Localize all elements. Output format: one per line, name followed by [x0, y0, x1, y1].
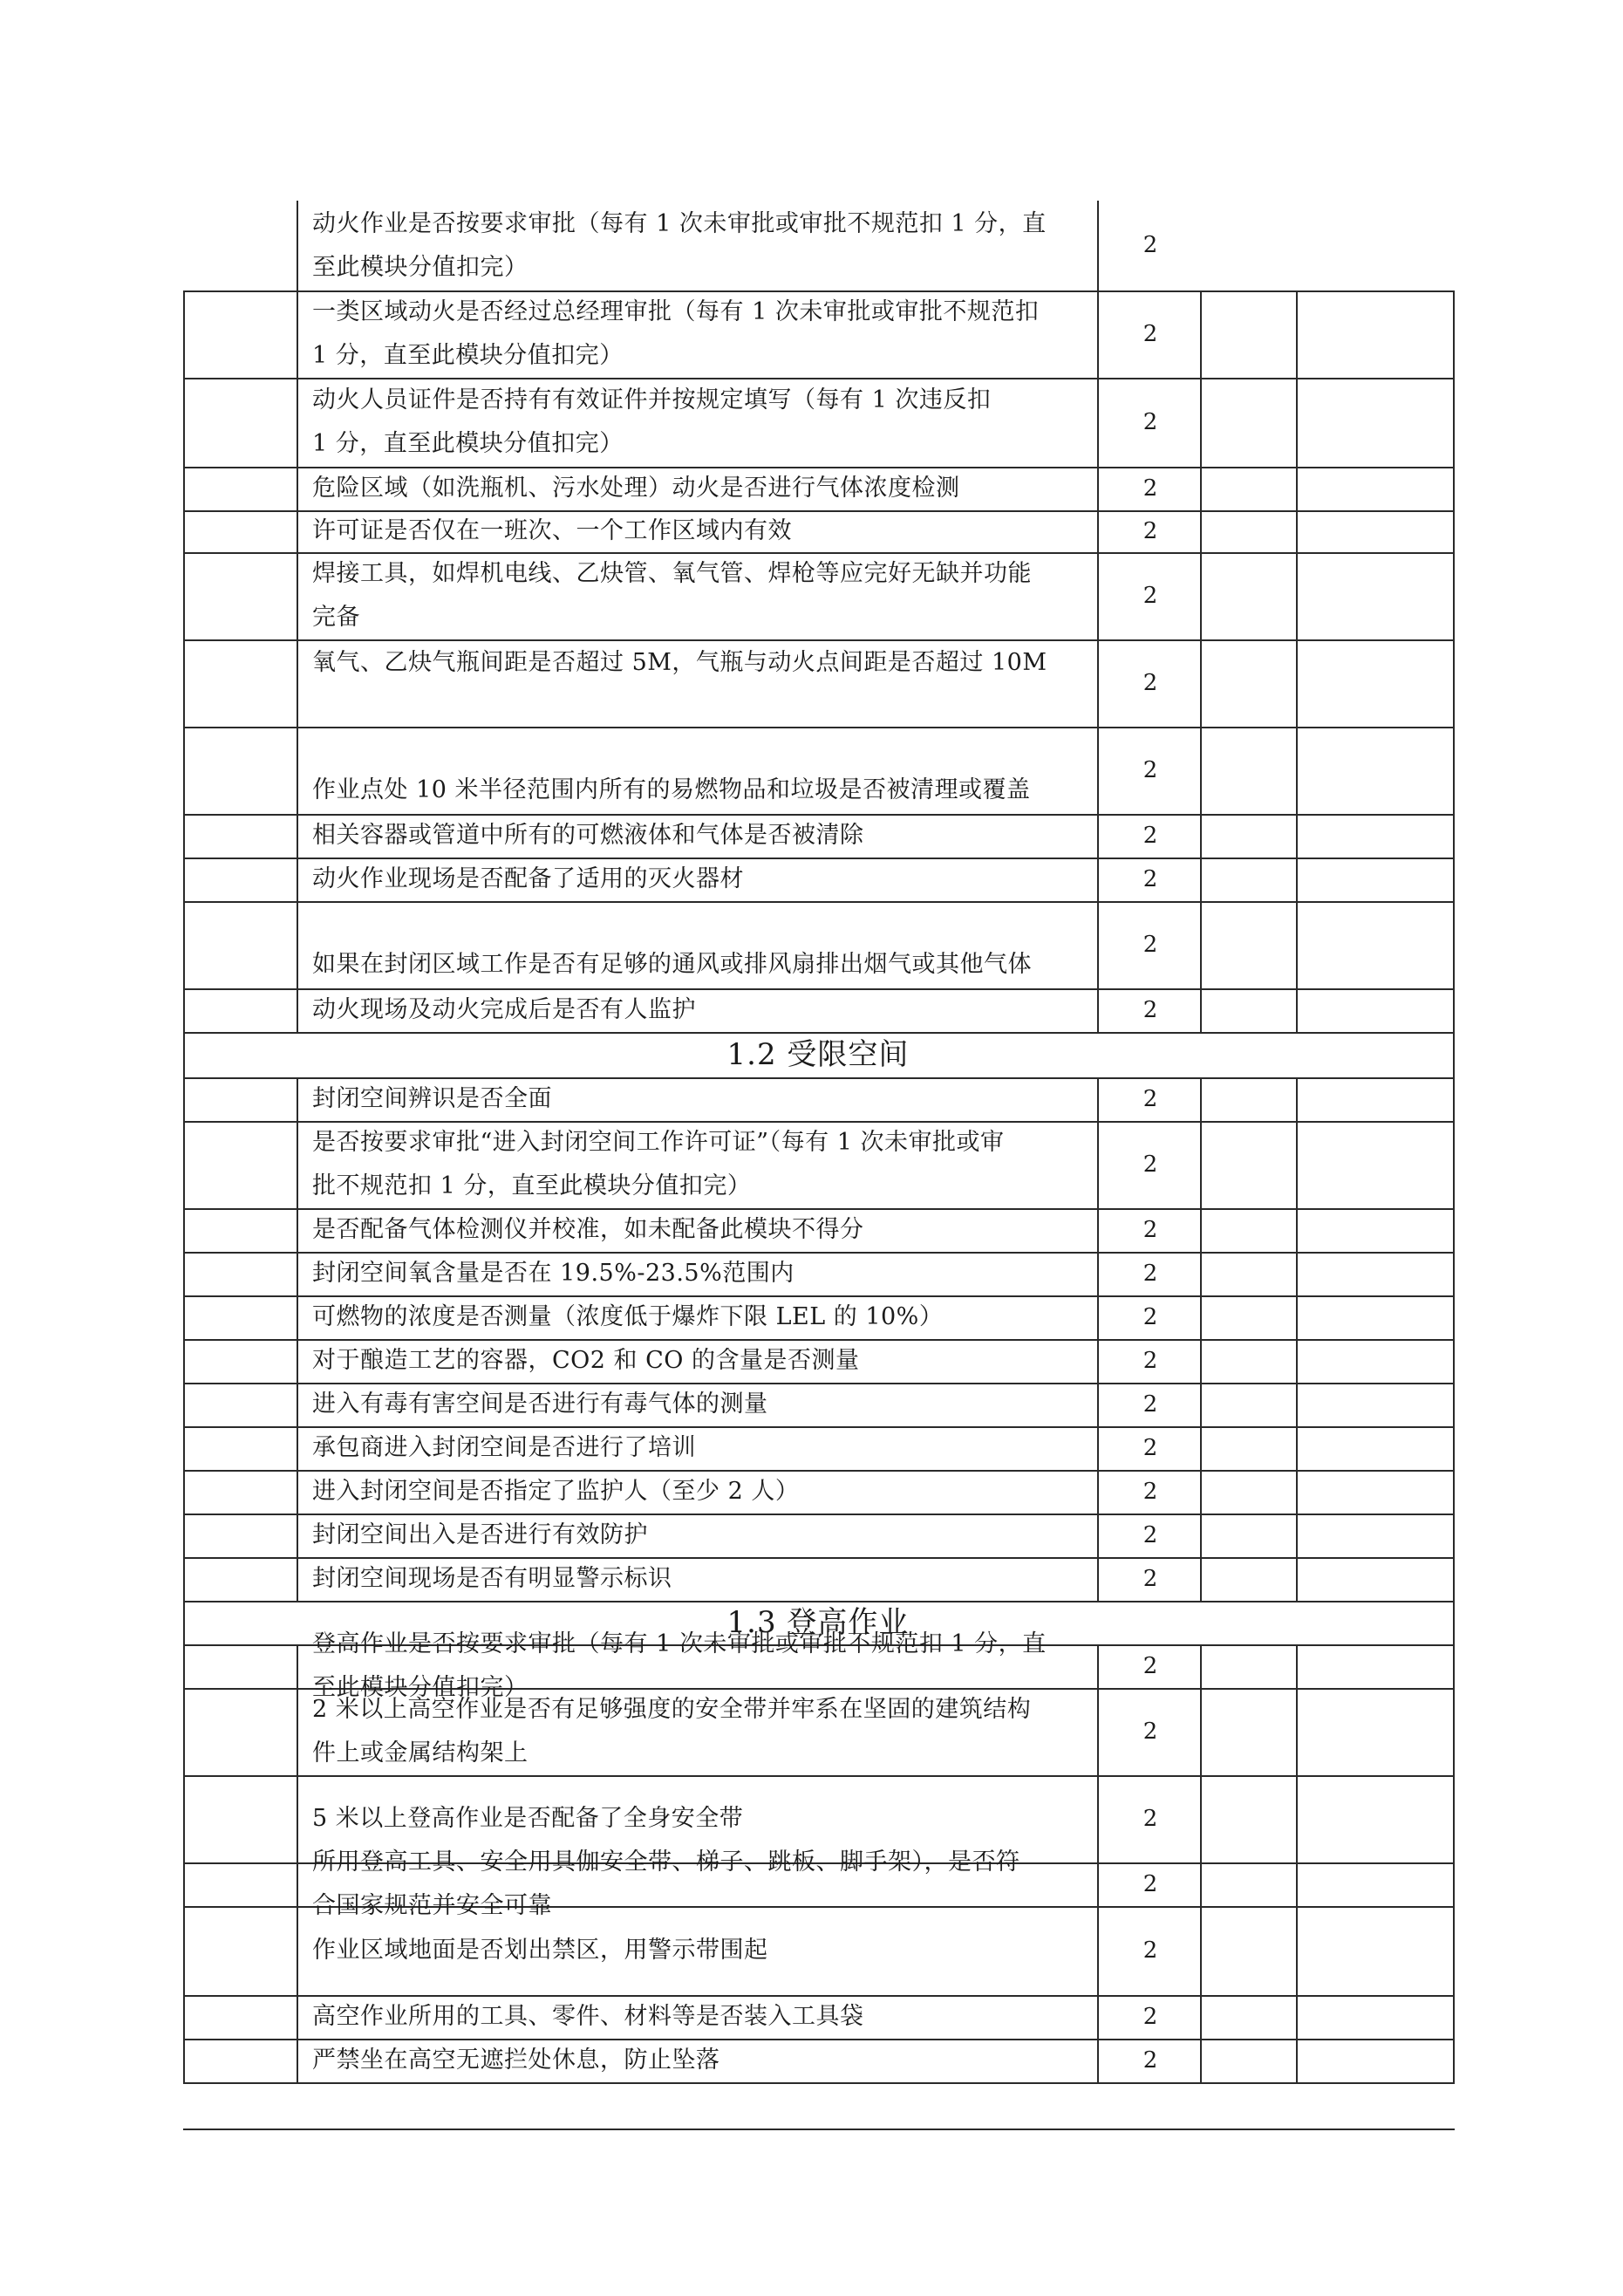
score-value: 2 [1142, 1151, 1158, 1178]
column-divider [297, 1121, 298, 1210]
column-divider [297, 378, 298, 468]
column-divider [1296, 1383, 1298, 1428]
row-divider [183, 1775, 1455, 1777]
check-item-text: 5 米以上登高作业是否配备了全身安全带 [312, 1805, 744, 1832]
column-divider [1097, 1426, 1099, 1472]
score-value: 2 [1142, 1937, 1158, 1964]
check-item-text: 至此模块分值扣完） [312, 253, 528, 281]
column-divider [1200, 1208, 1202, 1254]
score-value: 2 [1142, 932, 1158, 958]
check-item-text: 合国家规范并安全可靠 [312, 1892, 552, 1919]
column-divider [1296, 552, 1298, 641]
column-divider [1097, 1906, 1099, 1997]
score-value: 2 [1142, 1261, 1158, 1287]
column-divider [1453, 1514, 1455, 1559]
column-divider [1453, 1383, 1455, 1428]
column-divider [297, 467, 298, 512]
column-divider [183, 1339, 185, 1384]
check-item-text: 承包商进入封闭空间是否进行了培训 [312, 1434, 696, 1461]
check-item-text: 至此模块分值扣完） [312, 1674, 528, 1701]
column-divider [1097, 2039, 1099, 2084]
column-divider [1097, 1514, 1099, 1559]
check-item-text: 登高作业是否按要求审批（每有 1 次未审批或审批不规范扣 1 分，直 [312, 1630, 1047, 1657]
column-divider [1453, 378, 1455, 468]
column-divider [1200, 1295, 1202, 1341]
column-divider [1200, 1121, 1202, 1210]
check-item-text: 封闭空间氧含量是否在 19.5%-23.5%范围内 [312, 1260, 794, 1287]
column-divider [1097, 1295, 1099, 1341]
column-divider [1296, 1339, 1298, 1384]
column-divider [183, 901, 185, 990]
column-divider [1097, 1688, 1099, 1777]
column-divider [183, 727, 185, 816]
check-item-text: 许可证是否仅在一班次、一个工作区域内有效 [312, 517, 792, 544]
column-divider [1200, 510, 1202, 554]
check-item-text: 一类区域动火是否经过总经理审批（每有 1 次未审批或审批不规范扣 [312, 298, 1040, 325]
score-value: 2 [1142, 1719, 1158, 1745]
column-divider [183, 510, 185, 554]
score-value: 2 [1142, 997, 1158, 1023]
column-divider [1296, 1862, 1298, 1908]
column-divider [1453, 1252, 1455, 1297]
column-divider [1296, 901, 1298, 990]
check-item-text: 对于酿造工艺的容器，CO2 和 CO 的含量是否测量 [312, 1347, 860, 1374]
score-value: 2 [1142, 1806, 1158, 1832]
score-value: 2 [1142, 583, 1158, 609]
column-divider [1296, 814, 1298, 859]
column-divider [297, 1644, 298, 1690]
column-divider [1453, 290, 1455, 379]
column-divider [1453, 1688, 1455, 1777]
check-item-text: 2 米以上高空作业是否有足够强度的安全带并牢系在坚固的建筑结构 [312, 1696, 1032, 1723]
column-divider [1296, 1077, 1298, 1123]
column-divider [1200, 467, 1202, 512]
column-divider [1453, 858, 1455, 903]
column-divider [297, 1295, 298, 1341]
column-divider [1296, 1470, 1298, 1515]
column-divider [1453, 901, 1455, 990]
check-item-text: 件上或金属结构架上 [312, 1739, 528, 1766]
column-divider [1097, 552, 1099, 641]
column-divider [1200, 901, 1202, 990]
column-divider [1097, 1121, 1099, 1210]
column-divider [1097, 988, 1099, 1034]
column-divider [297, 1775, 298, 1864]
column-divider [1097, 1339, 1099, 1384]
column-divider [1200, 1688, 1202, 1777]
column-divider [1296, 2039, 1298, 2084]
check-item-text: 如果在封闭区域工作是否有足够的通风或排风扇排出烟气或其他气体 [312, 951, 1032, 978]
column-divider [1296, 727, 1298, 816]
column-divider [1097, 1383, 1099, 1428]
score-value: 2 [1142, 757, 1158, 783]
score-value: 2 [1142, 2004, 1158, 2030]
column-divider [1296, 290, 1298, 379]
column-divider [183, 1775, 185, 1864]
column-divider [1296, 1295, 1298, 1341]
column-divider [1200, 1426, 1202, 1472]
column-divider [1453, 2039, 1455, 2084]
check-item-text: 作业区域地面是否划出禁区，用警示带围起 [312, 1937, 768, 1964]
column-divider [183, 1995, 185, 2040]
column-divider [297, 2039, 298, 2084]
column-divider [183, 1557, 185, 1602]
column-divider [297, 1557, 298, 1602]
column-divider [183, 1208, 185, 1254]
column-divider [1453, 467, 1455, 512]
column-divider [1296, 858, 1298, 903]
column-divider [1097, 1077, 1099, 1123]
column-divider [1097, 901, 1099, 990]
column-divider [183, 1383, 185, 1428]
column-divider [1097, 1775, 1099, 1864]
score-value: 2 [1142, 2047, 1158, 2074]
column-divider [183, 988, 185, 1034]
check-item-text: 作业点处 10 米半径范围内所有的易燃物品和垃圾是否被清理或覆盖 [312, 776, 1031, 803]
score-value: 2 [1142, 1871, 1158, 1897]
check-item-text: 是否配备气体检测仪并校准，如未配备此模块不得分 [312, 1216, 864, 1243]
column-divider [1200, 1514, 1202, 1559]
column-divider [1097, 858, 1099, 903]
column-divider [1453, 814, 1455, 859]
column-divider [1453, 1775, 1455, 1864]
column-divider [1200, 1470, 1202, 1515]
column-divider [1453, 1077, 1455, 1123]
column-divider [1200, 1906, 1202, 1997]
column-divider [297, 858, 298, 903]
column-divider [1097, 1557, 1099, 1602]
row-divider [183, 2129, 1455, 2130]
column-divider [1296, 378, 1298, 468]
column-divider [1097, 1995, 1099, 2040]
column-divider [1200, 727, 1202, 816]
column-divider [1296, 1252, 1298, 1297]
column-divider [297, 639, 298, 728]
score-value: 2 [1142, 475, 1158, 502]
column-divider [183, 290, 185, 379]
check-item-text: 进入封闭空间是否指定了监护人（至少 2 人） [312, 1478, 800, 1505]
row-divider [183, 727, 1455, 728]
check-item-text: 焊接工具，如焊机电线、乙炔管、氧气管、焊枪等应完好无缺并功能 [312, 560, 1032, 587]
column-divider [1453, 1032, 1455, 1079]
check-item-text: 氧气、乙炔气瓶间距是否超过 5M，气瓶与动火点间距是否超过 10M [312, 649, 1047, 676]
score-value: 2 [1142, 518, 1158, 544]
column-divider [297, 201, 298, 292]
column-divider [183, 1470, 185, 1515]
column-divider [1200, 1383, 1202, 1428]
check-item-text: 进入有毒有害空间是否进行有毒气体的测量 [312, 1391, 768, 1418]
column-divider [183, 1121, 185, 1210]
check-item-text: 危险区域（如洗瓶机、污水处理）动火是否进行气体浓度检测 [312, 475, 960, 502]
column-divider [1296, 1208, 1298, 1254]
column-divider [297, 1077, 298, 1123]
score-value: 2 [1142, 1348, 1158, 1374]
column-divider [183, 1295, 185, 1341]
column-divider [1200, 858, 1202, 903]
column-divider [183, 1514, 185, 1559]
column-divider [183, 1644, 185, 1690]
column-divider [297, 1383, 298, 1428]
column-divider [183, 467, 185, 512]
column-divider [1200, 1252, 1202, 1297]
column-divider [1097, 467, 1099, 512]
check-item-text: 封闭空间现场是否有明显警示标识 [312, 1565, 672, 1592]
check-item-text: 动火现场及动火完成后是否有人监护 [312, 996, 696, 1023]
column-divider [1296, 1906, 1298, 1997]
check-item-text: 1 分，直至此模块分值扣完） [312, 342, 624, 369]
column-divider [1453, 1295, 1455, 1341]
check-item-text: 完备 [312, 604, 360, 631]
column-divider [1200, 290, 1202, 379]
column-divider [1200, 1557, 1202, 1602]
column-divider [1097, 1470, 1099, 1515]
check-item-text: 动火人员证件是否持有有效证件并按规定填写（每有 1 次违反扣 [312, 386, 992, 413]
column-divider [297, 1995, 298, 2040]
column-divider [1200, 1077, 1202, 1123]
check-item-text: 严禁坐在高空无遮拦处休息，防止坠落 [312, 2047, 720, 2074]
check-item-text: 高空作业所用的工具、零件、材料等是否装入工具袋 [312, 2003, 864, 2030]
column-divider [183, 1688, 185, 1777]
column-divider [1296, 1688, 1298, 1777]
column-divider [1200, 552, 1202, 641]
column-divider [1097, 510, 1099, 554]
column-divider [1453, 1339, 1455, 1384]
score-value: 2 [1142, 1566, 1158, 1592]
check-item-text: 动火作业现场是否配备了适用的灭火器材 [312, 865, 744, 892]
score-value: 2 [1142, 866, 1158, 892]
score-value: 2 [1142, 1435, 1158, 1461]
column-divider [1453, 1557, 1455, 1602]
column-divider [1453, 1862, 1455, 1908]
check-item-text: 动火作业是否按要求审批（每有 1 次未审批或审批不规范扣 1 分，直 [312, 209, 1047, 237]
column-divider [1453, 510, 1455, 554]
column-divider [1453, 1995, 1455, 2040]
column-divider [1200, 1775, 1202, 1864]
column-divider [183, 378, 185, 468]
column-divider [297, 1426, 298, 1472]
column-divider [1200, 814, 1202, 859]
score-value: 2 [1142, 823, 1158, 849]
column-divider [1097, 639, 1099, 728]
column-divider [183, 858, 185, 903]
score-value: 2 [1142, 1479, 1158, 1505]
column-divider [297, 814, 298, 859]
score-value: 2 [1142, 1653, 1158, 1679]
column-divider [1453, 1426, 1455, 1472]
column-divider [1200, 2039, 1202, 2084]
score-value: 2 [1142, 409, 1158, 435]
column-divider [183, 1906, 185, 1997]
column-divider [297, 290, 298, 379]
column-divider [1296, 639, 1298, 728]
column-divider [297, 727, 298, 816]
column-divider [1296, 1995, 1298, 2040]
column-divider [297, 510, 298, 554]
column-divider [1453, 1121, 1455, 1210]
column-divider [1200, 1339, 1202, 1384]
column-divider [297, 988, 298, 1034]
row-divider [183, 901, 1455, 903]
column-divider [1453, 639, 1455, 728]
score-value: 2 [1142, 1304, 1158, 1330]
check-item-text: 可燃物的浓度是否测量（浓度低于爆炸下限 LEL 的 10%） [312, 1303, 944, 1330]
row-divider [183, 2082, 1455, 2084]
column-divider [297, 1906, 298, 1997]
column-divider [1097, 1862, 1099, 1908]
column-divider [1296, 1644, 1298, 1690]
column-divider [1200, 988, 1202, 1034]
column-divider [183, 639, 185, 728]
column-divider [183, 1077, 185, 1123]
column-divider [183, 2039, 185, 2084]
column-divider [183, 552, 185, 641]
column-divider [297, 552, 298, 641]
column-divider [1097, 1208, 1099, 1254]
score-value: 2 [1142, 1086, 1158, 1112]
check-item-text: 封闭空间辨识是否全面 [312, 1085, 552, 1112]
column-divider [1200, 639, 1202, 728]
check-item-text: 相关容器或管道中所有的可燃液体和气体是否被清除 [312, 822, 864, 849]
column-divider [1453, 1906, 1455, 1997]
column-divider [1453, 988, 1455, 1034]
column-divider [297, 1688, 298, 1777]
column-divider [183, 1252, 185, 1297]
column-divider [1097, 1252, 1099, 1297]
column-divider [1296, 1121, 1298, 1210]
column-divider [1200, 1862, 1202, 1908]
score-value: 2 [1142, 1391, 1158, 1418]
check-item-text: 是否按要求审批“进入封闭空间工作许可证”（每有 1 次未审批或审 [312, 1129, 1005, 1156]
column-divider [1453, 1601, 1455, 1646]
column-divider [297, 1514, 298, 1559]
score-value: 2 [1142, 321, 1158, 347]
column-divider [1296, 988, 1298, 1034]
column-divider [1453, 552, 1455, 641]
column-divider [297, 1252, 298, 1297]
column-divider [1200, 1995, 1202, 2040]
column-divider [1097, 290, 1099, 379]
column-divider [297, 1208, 298, 1254]
check-item-text: 1 分，直至此模块分值扣完） [312, 430, 624, 457]
column-divider [1097, 378, 1099, 468]
column-divider [1296, 1775, 1298, 1864]
column-divider [1296, 467, 1298, 512]
column-divider [1453, 1208, 1455, 1254]
column-divider [1097, 727, 1099, 816]
section-heading: 1.2 受限空间 [726, 1037, 910, 1072]
column-divider [1097, 201, 1099, 292]
column-divider [1097, 814, 1099, 859]
column-divider [1453, 1470, 1455, 1515]
column-divider [1296, 1557, 1298, 1602]
column-divider [1296, 510, 1298, 554]
column-divider [1200, 1644, 1202, 1690]
column-divider [1453, 727, 1455, 816]
column-divider [297, 1470, 298, 1515]
score-value: 2 [1142, 670, 1158, 696]
score-value: 2 [1142, 232, 1158, 258]
column-divider [1453, 1644, 1455, 1690]
check-item-text: 所用登高工具、安全用具伽安全带、梯子、跳板、脚手架），是否符 [312, 1848, 1020, 1876]
column-divider [297, 1339, 298, 1384]
column-divider [183, 1862, 185, 1908]
column-divider [1097, 1644, 1099, 1690]
column-divider [297, 1862, 298, 1908]
score-value: 2 [1142, 1522, 1158, 1548]
check-item-text: 封闭空间出入是否进行有效防护 [312, 1521, 648, 1548]
section-heading: 1.3 登高作业 [726, 1605, 910, 1640]
column-divider [1296, 1426, 1298, 1472]
column-divider [1200, 378, 1202, 468]
column-divider [297, 901, 298, 990]
column-divider [183, 1426, 185, 1472]
column-divider [183, 814, 185, 859]
check-item-text: 批不规范扣 1 分，直至此模块分值扣完） [312, 1172, 752, 1199]
column-divider [1296, 1514, 1298, 1559]
score-value: 2 [1142, 1217, 1158, 1243]
